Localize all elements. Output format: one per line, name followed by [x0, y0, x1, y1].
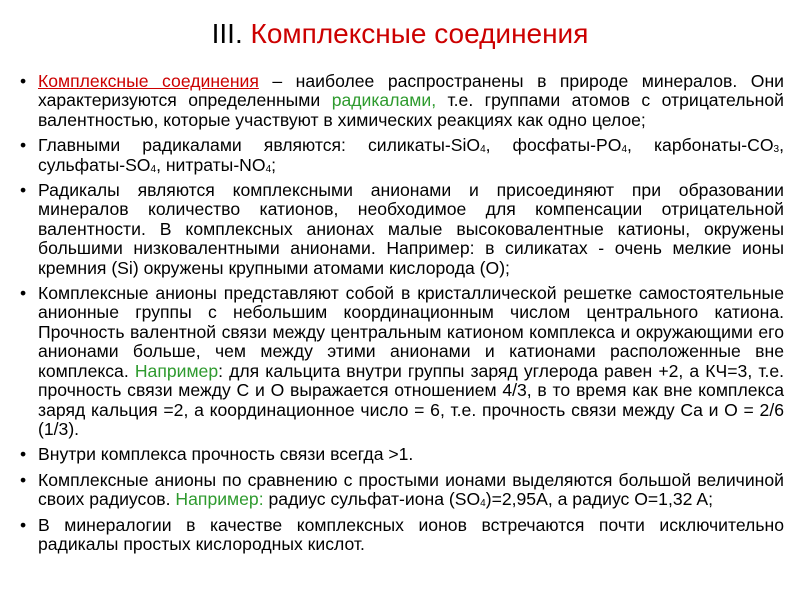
bullet-item-lattice-groups [20, 284, 784, 439]
bullet-text: , карбонаты-CO [627, 135, 774, 156]
bullet-text: Комплексные анионы по сравнению с простыми ионами выделяются большой величиной своих радиусов. [38, 469, 784, 510]
highlight-example: Например [134, 360, 219, 381]
subscript: 4 [265, 163, 272, 175]
bullet-text: Внутри комплекса прочность связи всегда >1. [38, 444, 414, 465]
bullet-dot-icon: • [20, 444, 27, 465]
bullet-item-definition [20, 72, 784, 130]
bullet-item-bond-strength [20, 445, 784, 464]
bullet-dot-icon: • [20, 71, 27, 91]
slide-title [0, 14, 800, 54]
bullet-text: Комплексные анионы представляют собой в кристаллической решетке самостоятельные анионные группы с небольшим координационным числом центрального катиона. Прочность валентной связи между центральным катионом комплекса и окружающими его анионами больше, чем между этими анионами и катионами расположенные вне комплекса. [38, 283, 784, 381]
subscript: 3 [773, 144, 780, 156]
bullet-dot-icon: • [20, 469, 27, 490]
bullet-dot-icon: • [20, 180, 27, 201]
title-text: Комплексные соединения [250, 18, 589, 49]
bullet-text: т.е. группами атомов с отрицательной валентностью, которые участвуют в химических реакциях как одно целое; [38, 90, 785, 130]
bullet-text: : для кальцита внутри группы заряд углерода равен +2, а КЧ=3, т.е. прочность связи между C и O выражается отношением 4/3, в то время как вне комплекса заряд кальция =2, а координационное число = 6, т.е. прочность связи между Ca и O = 2/6 (1/3). [38, 360, 785, 439]
highlight-example: Например: [175, 489, 264, 510]
bullet-item-complex-anions [20, 181, 784, 278]
bullet-text: В минералогии в качестве комплексных ионов встречаются почти исключительно радикалы простых кислородных кислот. [38, 514, 784, 554]
bullet-text: Главными радикалами являются: силикаты-SiO [38, 135, 481, 156]
bullet-item-radius [20, 471, 784, 510]
subscript: 4 [480, 144, 486, 156]
bullet-item-main-radicals [20, 136, 784, 175]
bullet-text: Радикалы являются комплексными анионами и присоединяют при образовании минералов количество катионов, необходимое для компенсации отрицательной валентности. В комплексных анионах малые высоковалентные катионы, окружены большими низковалентными анионами. Например: в силикатах - очень мелкие ионы кремния (Si) окружены крупными атомами кислорода (O); [38, 180, 784, 278]
bullet-dot-icon: • [20, 514, 27, 535]
bullet-dot-icon: • [20, 135, 27, 156]
bullet-text: , фосфаты-PO [485, 135, 622, 156]
subscript: 4 [150, 163, 157, 175]
bullet-text: , нитраты-NO [156, 154, 266, 175]
title-number: III. [211, 18, 243, 49]
bullet-text: ; [271, 154, 277, 175]
bullet-text: – наиболее распространены в природе минералов. Они характеризуются определенными [38, 71, 784, 111]
bullet-text: , сульфаты-SO [38, 135, 784, 175]
highlight-radicals: радикалами, [331, 90, 437, 111]
subscript: 4 [480, 498, 486, 510]
bullet-list [20, 72, 784, 560]
term-link-complex-compounds[interactable]: Комплексные соединения [38, 71, 259, 91]
bullet-text: )=2,95A, а радиус O=1,32 A; [485, 489, 713, 510]
bullet-dot-icon: • [20, 283, 27, 304]
bullet-item-mineralogy [20, 516, 784, 555]
bullet-text: радиус сульфат-иона (SO [263, 489, 481, 510]
subscript: 4 [621, 144, 628, 156]
